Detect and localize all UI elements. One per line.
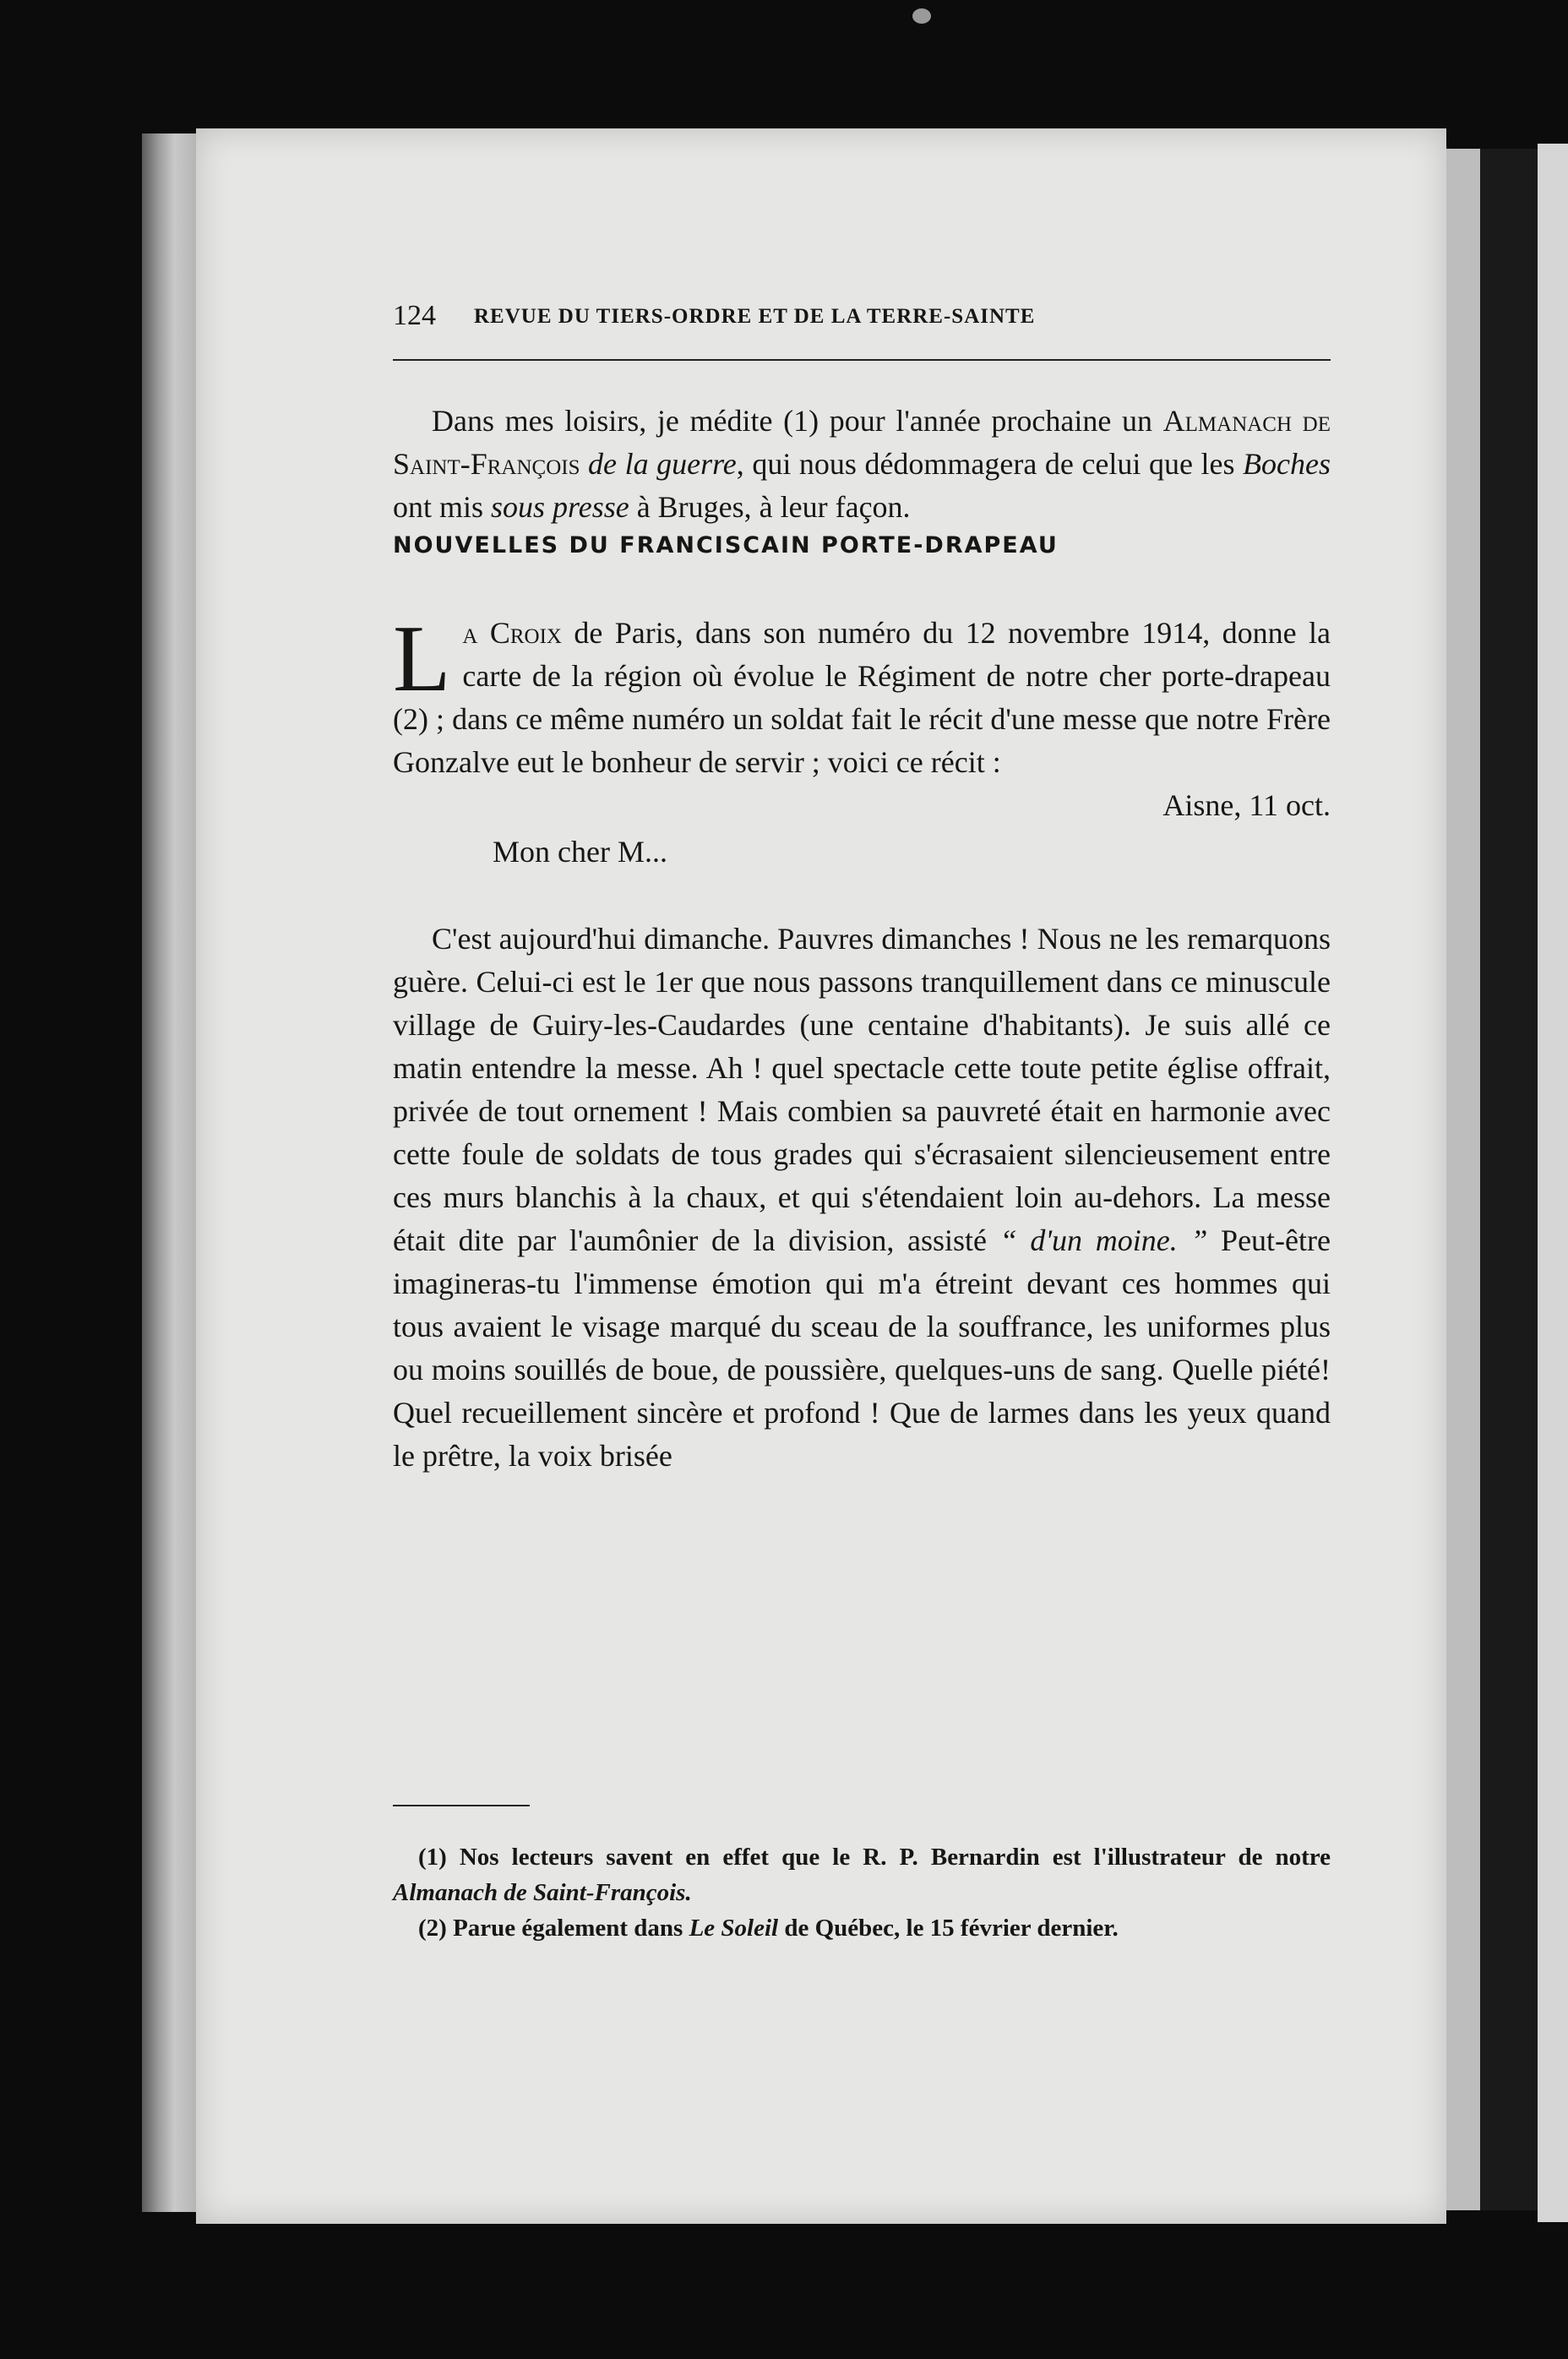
drop-cap: L <box>393 607 451 711</box>
text-run <box>580 447 588 481</box>
scan-smudge <box>912 8 931 24</box>
text-run: de Paris, dans son numéro du 12 novembre 1914, donne la carte de la région où évolue le Régiment de notre cher porte-drapeau (2) ; dans ce même numéro un soldat fait le récit d'une messe que notre Frère Gonzalve eut le bonheur de servir ; voici ce récit : <box>393 616 1331 779</box>
italic-run: sous presse <box>491 490 629 524</box>
paragraph-la-croix <box>393 607 1331 784</box>
italic-quote: “ d'un moine. ” <box>999 1223 1208 1257</box>
text-run: Dans mes loisirs, je médite (1) pour l'année prochaine un <box>432 404 1163 438</box>
body-text <box>393 400 1331 1478</box>
italic-run: Almanach de Saint-François. <box>393 1879 692 1906</box>
dateline: Aisne, 11 oct. <box>1162 788 1331 822</box>
footnote-1 <box>393 1839 1331 1910</box>
running-title: REVUE DU TIERS-ORDRE ET DE LA TERRE-SAINTE <box>474 305 1036 328</box>
running-head <box>393 300 1331 337</box>
binding-shadow <box>1446 149 1480 2210</box>
footnote-rule <box>393 1805 530 1806</box>
section-heading: NOUVELLES DU FRANCISCAIN PORTE-DRAPEAU <box>393 532 1059 558</box>
text-run: C'est aujourd'hui dimanche. Pauvres dimanches ! Nous ne les remarquons guère. Celui-ci est le 1er que nous passons tranquillement dans ce minuscule village de Guiry-les-Caudardes (une centaine d'habitants). Je suis allé ce matin entendre la messe. Ah ! quel spectacle cette toute petite église offrait, privée de tout ornement ! Mais combien sa pauvreté était en harmonie avec cette foule de soldats de tous grades qui s'écrasaient silencieusement entre ces murs blanchis à la chaux, et qui s'étendaient loin au-dehors. La messe était dite par l'aumônier de la division, assisté <box>393 922 1331 1257</box>
facing-page-edge <box>1538 144 1568 2222</box>
text-run: , qui nous dédommagera de celui que les <box>736 447 1244 481</box>
text-run: à Bruges, à leur façon. <box>629 490 911 524</box>
footnotes <box>393 1839 1331 1946</box>
smallcaps-run: a Croix <box>462 616 562 650</box>
italic-run: Le Soleil <box>689 1915 779 1942</box>
text-run: (2) Parue également dans <box>418 1915 689 1942</box>
footnote-2 <box>393 1910 1331 1946</box>
italic-run: Boches <box>1243 447 1331 481</box>
text-run: ont mis <box>393 490 492 524</box>
page-number: 124 <box>393 300 436 331</box>
spacer <box>393 874 1331 918</box>
page-stack-edge <box>142 133 196 2212</box>
salutation: Mon cher M... <box>493 835 667 869</box>
text-run: Peut-être imagineras-tu l'immense émotion qui m'a étreint devant ces hommes qui tous avaient le visage marqué du sceau de la souffrance, les uniformes plus ou moins souillés de boue, de poussière, quelques-uns de sang. Quelle piété! Quel recueillement sincère et profond ! Que de larmes dans les yeux quand le prêtre, la voix brisée <box>393 1223 1331 1473</box>
text-run: (1) Nos lecteurs savent en effet que le R. P. Bernardin est l'illustrateur de notre <box>418 1844 1331 1871</box>
italic-run: de la guerre <box>588 447 737 481</box>
paragraph-almanach <box>393 400 1331 529</box>
text-run: de Québec, le 15 février dernier. <box>778 1915 1119 1942</box>
header-rule <box>393 359 1331 361</box>
paragraph-letter <box>393 918 1331 1478</box>
smallcaps-run: Almanach de Saint-François <box>393 404 1331 481</box>
